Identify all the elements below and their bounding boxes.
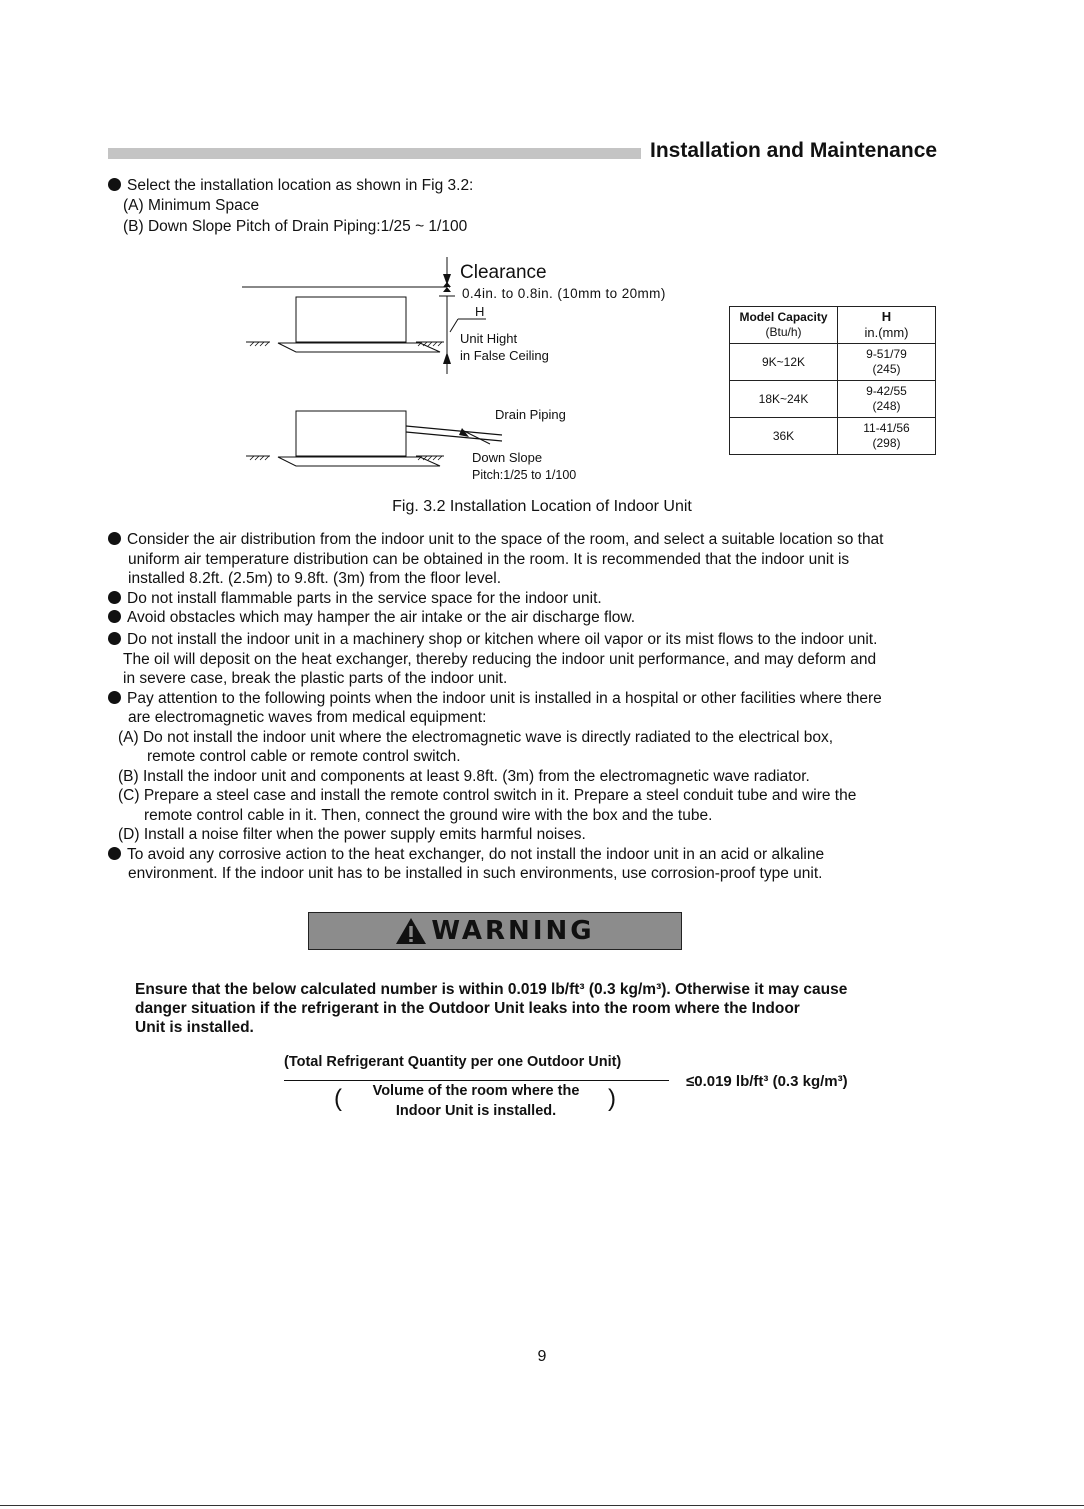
figure-caption: Fig. 3.2 Installation Location of Indoor Unit — [392, 498, 692, 515]
body-line: environment. If the indoor unit has to be installed in such environments, use corrosion-proof type unit. — [128, 865, 823, 882]
indoor-unit-panel-lower — [278, 457, 440, 466]
arrow-down-small-icon — [443, 282, 451, 287]
body-line: are electromagnetic waves from medical equipment: — [128, 709, 487, 726]
formula-limit: ≤0.019 lb/ft³ (0.3 kg/m³) — [686, 1073, 848, 1090]
body-line: Do not install the indoor unit in a machinery shop or kitchen where oil vapor or its mist flows to the indoor unit. — [108, 630, 877, 650]
warning-triangle-icon — [395, 917, 427, 945]
bottom-rule — [0, 1505, 1084, 1506]
body-line: remote control cable or remote control switch. — [147, 748, 461, 765]
down-slope-label-2: Pitch:1/25 to 1/100 — [472, 468, 577, 482]
warning-label: WARNING — [431, 916, 595, 946]
body-line: Pay attention to the following points when the indoor unit is installed in a hospital or other facilities where there — [108, 689, 882, 709]
indoor-unit-box-lower — [296, 411, 406, 456]
table-header-row — [730, 307, 936, 344]
indoor-unit-panel-upper — [278, 343, 440, 352]
formula-denominator: Volume of the room where the Indoor Unit is installed. — [372, 1083, 580, 1119]
body-line: (C) Prepare a steel case and install the remote control switch in it. Prepare a steel conduit tube and wire the — [118, 787, 857, 804]
capacity-table — [729, 306, 936, 455]
table-row: 18K~24K 9-42/55 (248) — [730, 381, 936, 418]
body-line: in severe case, break the plastic parts of the indoor unit. — [123, 670, 508, 687]
intro-bullet: Select the installation location as shown in Fig 3.2: — [108, 176, 473, 196]
table-row: 9K~12K 9-51/79 (245) — [730, 344, 936, 381]
indoor-unit-box-upper — [296, 297, 406, 342]
unit-height-label-2: in False Ceiling — [460, 348, 549, 363]
body-line: uniform air temperature distribution can be obtained in the room. It is recommended that the indoor unit is — [128, 551, 850, 568]
body-line: remote control cable in it. Then, connect the ground wire with the box and the tube. — [144, 807, 713, 824]
intro-item-b: (B) Down Slope Pitch of Drain Piping:1/25 ~ 1/100 — [123, 218, 468, 235]
body-line: (B) Install the indoor unit and components at least 9.8ft. (3m) from the electromagnetic wave radiator. — [118, 768, 810, 785]
formula-numerator: (Total Refrigerant Quantity per one Outdoor Unit) — [284, 1054, 622, 1070]
clearance-value: 0.4in. to 0.8in. (10mm to 20mm) — [462, 286, 666, 301]
bullet-icon — [108, 591, 121, 604]
body-line: Do not install flammable parts in the service space for the indoor unit. — [108, 589, 602, 609]
intro-item-a: (A) Minimum Space — [123, 197, 260, 214]
h-label: H — [475, 304, 485, 319]
table-header-h: H in.(mm) — [838, 307, 936, 344]
body-line: installed 8.2ft. (2.5m) to 9.8ft. (3m) from the floor level. — [128, 570, 502, 587]
page-title: Installation and Maintenance — [650, 139, 938, 162]
formula-paren-close: ) — [608, 1085, 616, 1112]
table-row: 36K 11-41/56 (298) — [730, 418, 936, 455]
arrow-up-icon — [443, 352, 451, 364]
formula-paren-open: ( — [334, 1085, 342, 1112]
warning-text-line: Ensure that the below calculated number is within 0.019 lb/ft³ (0.3 kg/m³). Otherwise it may cause — [135, 981, 848, 998]
body-line: (D) Install a noise filter when the power supply emits harmful noises. — [118, 826, 586, 843]
drain-piping-label: Drain Piping — [495, 407, 566, 422]
bullet-icon — [108, 532, 121, 545]
clearance-label: Clearance — [460, 262, 547, 283]
unit-height-label-1: Unit Hight — [460, 331, 518, 346]
page-number: 9 — [537, 1348, 547, 1365]
bullet-icon — [108, 847, 121, 860]
body-line: Avoid obstacles which may hamper the air intake or the air discharge flow. — [108, 608, 635, 628]
body-line: (A) Do not install the indoor unit where the electromagnetic wave is directly radiated to the electrical box, — [118, 729, 834, 746]
installation-diagram — [240, 252, 710, 484]
warning-text-line: danger situation if the refrigerant in the Outdoor Unit leaks into the room where the Indoor — [135, 1000, 800, 1017]
bullet-icon — [108, 610, 121, 623]
bullet-icon — [108, 178, 121, 191]
body-line: Consider the air distribution from the indoor unit to the space of the room, and select a suitable location so that — [108, 530, 884, 550]
body-line: The oil will deposit on the heat exchanger, thereby reducing the indoor unit performance, and may deform and — [123, 651, 877, 668]
warning-text-line: Unit is installed. — [135, 1019, 254, 1036]
bullet-icon — [108, 632, 121, 645]
down-slope-label-1: Down Slope — [472, 450, 543, 465]
header-bar — [108, 148, 641, 159]
body-line: To avoid any corrosive action to the heat exchanger, do not install the indoor unit in an acid or alkaline — [108, 845, 824, 865]
arrow-up-small-icon — [443, 287, 451, 292]
warning-banner — [308, 912, 682, 950]
bullet-icon — [108, 691, 121, 704]
table-header-capacity: Model Capacity (Btu/h) — [730, 307, 838, 344]
